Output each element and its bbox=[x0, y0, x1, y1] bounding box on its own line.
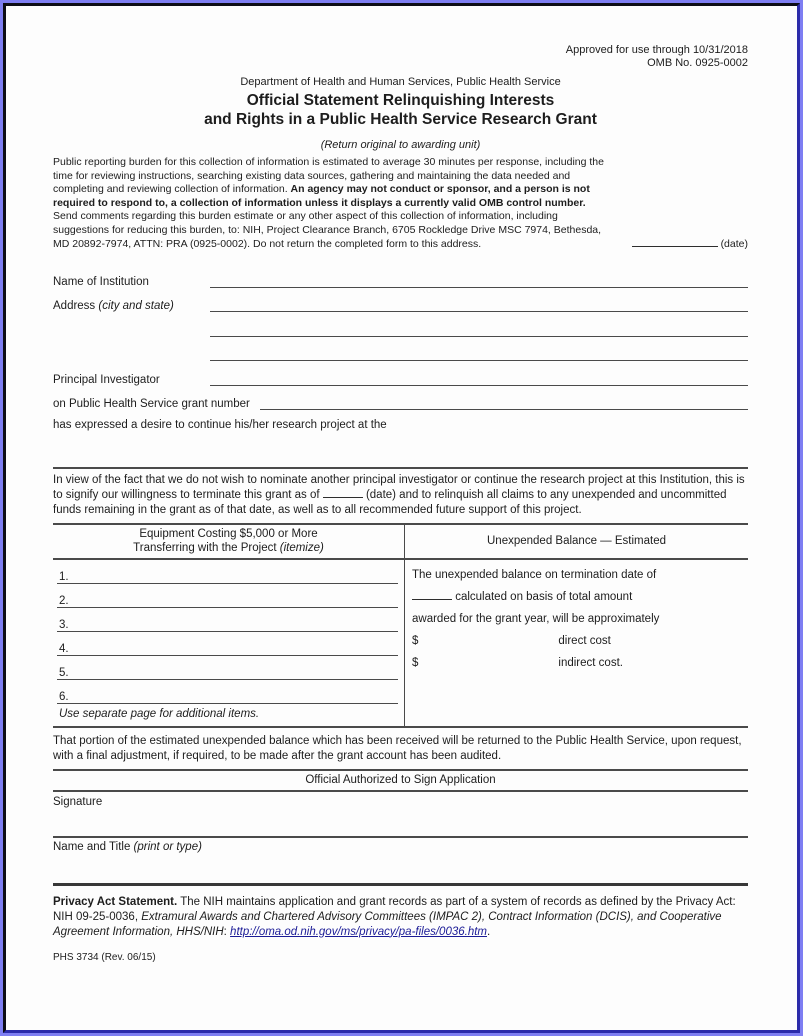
principal-investigator-label: Principal Investigator bbox=[53, 373, 160, 386]
form-title-line1: Official Statement Relinquishing Interests bbox=[246, 92, 555, 109]
returned-balance-paragraph: That portion of the estimated unexpended balance which has been received will be returned to the Public Health Service, upon request, with a final adjustment, if required, to be made after the grant account has been audited. bbox=[53, 734, 742, 762]
fields-section bbox=[53, 263, 748, 431]
form-title bbox=[53, 91, 748, 129]
relinquish-text-1: In view of the fact that we do not wish to nominate another principal investigator or continue the research project at this Institution, this is to signify our willingness to terminate this grant as of bbox=[53, 474, 745, 501]
relinquish-text-2: (date) and to relinquish all claims to any unexpended and uncommitted funds remaining in the grant as of that date, as well as to all recommended future support of this project. bbox=[53, 488, 727, 516]
equipment-balance-table bbox=[53, 523, 748, 728]
department-line: Department of Health and Human Services, Public Health Service bbox=[240, 76, 561, 88]
principal-investigator-row bbox=[53, 361, 748, 386]
equipment-item-row-3[interactable] bbox=[57, 608, 398, 632]
return-note: (Return original to awarding unit) bbox=[320, 139, 481, 151]
dollar-sign: $ bbox=[412, 634, 419, 647]
name-title-italic: (print or type) bbox=[133, 840, 202, 853]
address-label-italic: (city and state) bbox=[98, 300, 174, 313]
equipment-header-itemize: (itemize) bbox=[279, 541, 324, 554]
equipment-header-line1: Equipment Costing $5,000 or More bbox=[139, 527, 318, 540]
form-title-line2: and Rights in a Public Health Service Research Grant bbox=[204, 111, 597, 128]
separate-page-note: Use separate page for additional items. bbox=[59, 707, 260, 720]
privacy-heading: Privacy Act Statement. bbox=[53, 895, 178, 908]
grant-number-fill-line[interactable] bbox=[260, 386, 748, 411]
equipment-items-cell bbox=[53, 560, 405, 726]
balance-text-line-1: The unexpended balance on termination date of bbox=[412, 568, 657, 581]
address-fill-line-3[interactable] bbox=[210, 337, 748, 362]
signing-section-title: Official Authorized to Sign Application bbox=[305, 773, 496, 786]
form-number: PHS 3734 (Rev. 06/15) bbox=[53, 951, 156, 963]
burden-bold-text: An agency may not conduct or sponsor, and a person is not required to respond to, a collection of information unless it displays a currently valid OMB control number. bbox=[53, 183, 590, 209]
name-title-label: Name and Title (print or type) bbox=[53, 840, 202, 853]
approval-block bbox=[53, 44, 748, 69]
relinquish-paragraph bbox=[53, 473, 748, 517]
privacy-text-2: : bbox=[223, 925, 231, 938]
address-row bbox=[53, 288, 748, 313]
privacy-link[interactable]: http://oma.od.nih.gov/ms/privacy/pa-files/0036.htm bbox=[230, 925, 488, 938]
address-continuation-row-2 bbox=[53, 337, 748, 362]
address-continuation-row-1 bbox=[53, 312, 748, 337]
equipment-item-row-4[interactable] bbox=[57, 632, 398, 656]
dollar-sign: $ bbox=[412, 656, 419, 669]
item-number: 5. bbox=[59, 666, 69, 679]
item-number: 6. bbox=[59, 690, 69, 703]
balance-text-line-2: calculated on basis of total amount bbox=[412, 591, 740, 603]
omb-number-text: OMB No. 0925-0002 bbox=[647, 56, 748, 69]
institution-row bbox=[53, 263, 748, 288]
item-number: 4. bbox=[59, 642, 69, 655]
address-fill-line-2[interactable] bbox=[210, 312, 748, 337]
divider bbox=[53, 467, 748, 469]
continue-project-text: has expressed a desire to continue his/her research project at the bbox=[53, 419, 387, 432]
equipment-item-row-1[interactable] bbox=[57, 560, 398, 584]
termination-date-fill-line[interactable] bbox=[323, 489, 363, 498]
indirect-cost-label: indirect cost. bbox=[558, 656, 623, 669]
direct-cost-label: direct cost bbox=[558, 634, 611, 647]
burden-text-1: Public reporting burden for this collection of information is estimated to average 30 minutes per response, including the time for reviewing instructions, searching existing data sources, gathering and maintaining the data needed and completing and reviewing collection of information. bbox=[53, 156, 604, 196]
address-fill-line-1[interactable] bbox=[210, 288, 748, 313]
address-label: Address (city and state) bbox=[53, 300, 174, 313]
unexpended-balance-cell bbox=[405, 560, 748, 726]
equipment-item-row-2[interactable] bbox=[57, 584, 398, 608]
principal-investigator-fill-line[interactable] bbox=[210, 361, 748, 386]
privacy-act-statement bbox=[53, 895, 748, 940]
burden-text-2: Send comments regarding this burden estimate or any other aspect of this collection of information, including suggestions for reducing this burden, to: NIH, Project Clearance Branch, 6705 Rockledge Drive MSC 7974, Bethesda, MD 20892-7974, ATTN: PRA (0925-0002). Do not return the completed form to this address. bbox=[53, 210, 602, 250]
balance-text-line-3: awarded for the grant year, will be approximately bbox=[412, 612, 660, 625]
burden-statement bbox=[53, 156, 611, 251]
signature-label: Signature bbox=[53, 795, 103, 808]
institution-label: Name of Institution bbox=[53, 275, 149, 288]
date-field-row bbox=[632, 237, 748, 250]
grant-number-label: on Public Health Service grant number bbox=[53, 398, 250, 411]
burden-block bbox=[53, 156, 748, 251]
date-fill-line[interactable] bbox=[632, 237, 718, 247]
equipment-column-header bbox=[53, 525, 405, 560]
privacy-italic-text: Extramural Awards and Chartered Advisory Committees (IMPAC 2), Contract Information (DCIS), and Cooperative Agreement Information, HHS/NIH bbox=[53, 910, 722, 938]
item-number: 3. bbox=[59, 618, 69, 631]
balance-amount-fill-line[interactable] bbox=[412, 591, 452, 600]
institution-fill-line[interactable] bbox=[210, 263, 748, 288]
divider-thick bbox=[53, 883, 748, 886]
privacy-text-1: The NIH maintains application and grant records as part of a system of records as defined by the Privacy Act: NIH 09-25-0036, bbox=[53, 895, 736, 923]
indirect-cost-row bbox=[412, 657, 740, 669]
equipment-header-line2: Transferring with the Project bbox=[133, 541, 280, 554]
approved-through-text: Approved for use through 10/31/2018 bbox=[565, 44, 748, 56]
form-page bbox=[3, 3, 800, 1033]
privacy-text-3: . bbox=[487, 925, 491, 938]
grant-number-row bbox=[53, 386, 748, 411]
balance-column-header: Unexpended Balance — Estimated bbox=[405, 525, 748, 560]
item-number: 2. bbox=[59, 594, 69, 607]
equipment-item-row-6[interactable] bbox=[57, 680, 398, 704]
equipment-item-row-5[interactable] bbox=[57, 656, 398, 680]
item-number: 1. bbox=[59, 570, 69, 583]
direct-cost-row bbox=[412, 635, 740, 647]
date-label: (date) bbox=[720, 238, 748, 251]
